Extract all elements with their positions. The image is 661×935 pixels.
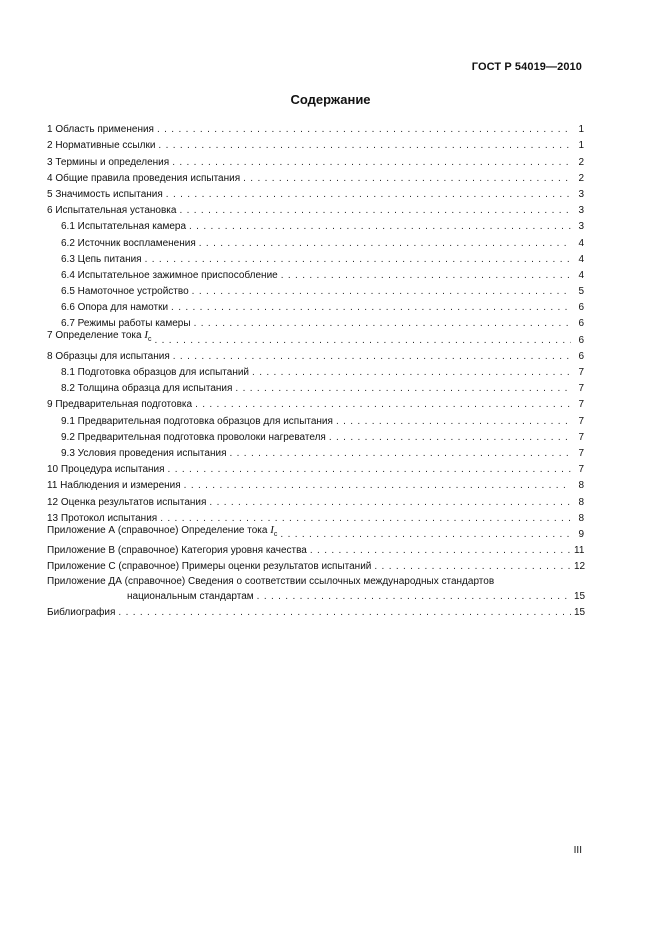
- toc-entry-label: 11 Наблюдения и измерения: [47, 480, 181, 492]
- toc-entry-7[interactable]: [47, 330, 584, 346]
- toc-entry-label: 9.3 Условия проведения испытания: [61, 447, 227, 459]
- toc-entry-label: 9 Предварительная подготовка: [47, 399, 193, 411]
- toc-leader-dots: [252, 367, 571, 379]
- toc-entry-label: 5 Значимость испытания: [47, 188, 163, 200]
- toc-entry-6-1[interactable]: [47, 217, 584, 233]
- toc-page-number: 11: [574, 545, 585, 557]
- toc-leader-dots: [118, 607, 571, 619]
- toc-entry-label: 8.2 Толщина образца для испытания: [61, 383, 233, 395]
- toc-entry-8-1[interactable]: [47, 363, 584, 379]
- toc-leader-dots: [195, 399, 571, 411]
- toc-page-number: 7: [578, 415, 584, 427]
- toc-page-number: 1: [578, 140, 584, 152]
- toc-page-number: 6: [578, 334, 584, 346]
- toc-entry-label: 6.5 Намоточное устройство: [61, 286, 189, 298]
- toc-entry-label: Библиография: [47, 607, 116, 619]
- toc-entry-8-2[interactable]: [47, 379, 584, 395]
- toc-entry-label: 8 Образцы для испытания: [47, 350, 170, 362]
- toc-entry-label: 2 Нормативные ссылки: [47, 140, 156, 152]
- toc-leader-dots: [157, 124, 571, 136]
- page-number: III: [573, 845, 582, 856]
- current-symbol-letter: I: [144, 329, 148, 342]
- toc-entry-label: 1 Область применения: [47, 124, 154, 136]
- toc-page-number: 3: [578, 221, 584, 233]
- toc-entry-9-1[interactable]: [47, 411, 584, 427]
- toc-entry-9-3[interactable]: [47, 444, 584, 460]
- current-symbol-subscript: c: [147, 336, 152, 344]
- toc-page-number: 8: [578, 496, 584, 508]
- toc-leader-dots: [192, 286, 571, 298]
- toc-leader-dots: [281, 270, 571, 282]
- toc-leader-dots: [199, 238, 571, 250]
- toc-entry-label: 6.6 Опора для намотки: [61, 302, 169, 314]
- toc-entry-6-3[interactable]: [47, 250, 584, 266]
- toc-page-number: 2: [578, 172, 584, 184]
- current-symbol: [270, 524, 277, 536]
- toc-entry-13[interactable]: [47, 509, 584, 525]
- toc-page-number: 7: [578, 431, 584, 443]
- toc-page-number: 9: [578, 528, 584, 540]
- toc-entry-label: 6 Испытательная установка: [47, 205, 177, 217]
- toc-leader-dots: [310, 545, 571, 557]
- toc-entry-9[interactable]: [47, 395, 584, 411]
- toc-entry-text: Приложение А (справочное) Определение тока: [47, 524, 268, 536]
- toc-leader-dots: [166, 189, 571, 201]
- toc-page-number: 3: [578, 188, 584, 200]
- toc-entry-label: 6.3 Цепь питания: [61, 253, 142, 265]
- toc-entry-1[interactable]: [47, 120, 584, 136]
- toc-page-number: 2: [578, 156, 584, 168]
- toc-leader-dots: [158, 140, 571, 152]
- toc-entry-label: 8.1 Подготовка образцов для испытаний: [61, 367, 250, 378]
- toc-page-number: 4: [578, 237, 584, 249]
- toc-page-number: 15: [574, 607, 586, 619]
- toc-entry-label: 12 Оценка результатов испытания: [47, 496, 207, 508]
- toc-entry-6-7[interactable]: [47, 314, 584, 330]
- toc-leader-dots: [171, 302, 571, 314]
- toc-entry-label-continued: национальным стандартам: [127, 591, 254, 603]
- toc-page-number: 7: [578, 399, 584, 411]
- toc-entry-continuation-line: [47, 589, 584, 603]
- toc-entry-label: 10 Процедура испытания: [47, 464, 165, 476]
- toc-page-number: 7: [578, 447, 584, 459]
- toc-page-number: 5: [578, 286, 584, 298]
- toc-page-number: 12: [574, 561, 586, 573]
- toc-page-number: 7: [578, 464, 584, 476]
- toc-leader-dots: [184, 480, 571, 492]
- toc-entry-12[interactable]: [47, 492, 584, 508]
- toc-entry-11[interactable]: [47, 476, 584, 492]
- toc-leader-dots: [179, 205, 571, 217]
- toc-entry-4[interactable]: [47, 169, 584, 185]
- toc-leader-dots: [336, 416, 571, 428]
- toc-page-number: 8: [578, 512, 584, 524]
- toc-entry-6-4[interactable]: [47, 266, 584, 282]
- toc-page-number: 6: [578, 350, 584, 362]
- toc-page-number: 6: [578, 302, 584, 314]
- toc-entry-appendix-da[interactable]: [47, 573, 584, 603]
- toc-entry-appendix-c[interactable]: [47, 557, 584, 573]
- toc-entry-label: [47, 329, 151, 346]
- toc-entry-label: Приложение В (справочное) Категория уровня качества: [47, 545, 307, 557]
- current-symbol-subscript: c: [273, 530, 278, 538]
- toc-leader-dots: [280, 529, 571, 541]
- toc-page-number: 6: [578, 318, 584, 330]
- page-title: Содержание: [290, 92, 371, 107]
- toc-leader-dots: [243, 173, 571, 185]
- document-code: ГОСТ Р 54019—2010: [471, 61, 582, 73]
- toc-entry-appendix-b[interactable]: [47, 541, 584, 557]
- toc-entry-6-5[interactable]: [47, 282, 584, 298]
- toc-leader-dots: [194, 318, 571, 330]
- toc-page-number: 4: [578, 269, 584, 281]
- current-symbol: [144, 329, 152, 344]
- toc-entry-label: Приложение ДА (справочное) Сведения о соответствии ссылочных международных стандартов: [47, 576, 495, 588]
- toc-leader-dots: [374, 561, 571, 573]
- toc-entry-6[interactable]: [47, 201, 584, 217]
- toc-entry-9-2[interactable]: [47, 428, 584, 444]
- toc-entry-label: 13 Протокол испытания: [47, 512, 158, 524]
- toc-leader-dots: [145, 254, 571, 266]
- toc-entry-label: 9.1 Предварительная подготовка образцов для испытания: [61, 415, 333, 427]
- toc-entry-label: [47, 524, 277, 541]
- toc-entry-8[interactable]: [47, 347, 584, 363]
- toc-leader-dots: [168, 464, 571, 476]
- toc-page-number: 7: [578, 367, 584, 378]
- toc-entry-label: 4 Общие правила проведения испытания: [47, 172, 241, 184]
- toc-entry-label: Приложение С (справочное) Примеры оценки результатов испытаний: [47, 561, 372, 573]
- table-of-contents: [47, 120, 584, 619]
- toc-entry-appendix-a[interactable]: [47, 525, 584, 541]
- toc-page-number: 15: [574, 591, 586, 603]
- toc-entry-label: 6.1 Испытательная камера: [61, 221, 187, 233]
- current-symbol-letter: I: [270, 523, 274, 536]
- toc-entry-label: 6.2 Источник воспламенения: [61, 237, 196, 249]
- toc-leader-dots: [235, 383, 571, 395]
- toc-page-number: 8: [578, 480, 584, 492]
- toc-leader-dots: [229, 448, 571, 460]
- toc-entry-bibliography[interactable]: [47, 603, 584, 619]
- toc-entry-label: 6.4 Испытательное зажимное приспособление: [61, 269, 278, 281]
- toc-entry-label: 3 Термины и определения: [47, 156, 170, 168]
- toc-entry-10[interactable]: [47, 460, 584, 476]
- toc-entry-6-6[interactable]: [47, 298, 584, 314]
- toc-leader-dots: [154, 335, 571, 347]
- toc-leader-dots: [189, 221, 571, 233]
- toc-entry-6-2[interactable]: [47, 233, 584, 249]
- toc-page-number: 4: [578, 253, 584, 265]
- toc-page-number: 1: [578, 124, 584, 136]
- toc-leader-dots: [173, 351, 571, 363]
- toc-entry-3[interactable]: [47, 152, 584, 168]
- toc-leader-dots: [329, 432, 571, 444]
- toc-entry-label: 9.2 Предварительная подготовка проволоки нагревателя: [61, 431, 326, 443]
- toc-entry-label: 6.7 Режимы работы камеры: [61, 318, 191, 330]
- toc-leader-dots: [257, 591, 571, 603]
- toc-entry-5[interactable]: [47, 185, 584, 201]
- toc-leader-dots: [172, 157, 571, 169]
- toc-leader-dots: [209, 497, 571, 509]
- toc-entry-2[interactable]: [47, 136, 584, 152]
- toc-page-number: 7: [578, 383, 584, 395]
- toc-page-number: 3: [578, 205, 584, 217]
- toc-entry-text: 7 Определение тока: [47, 330, 142, 342]
